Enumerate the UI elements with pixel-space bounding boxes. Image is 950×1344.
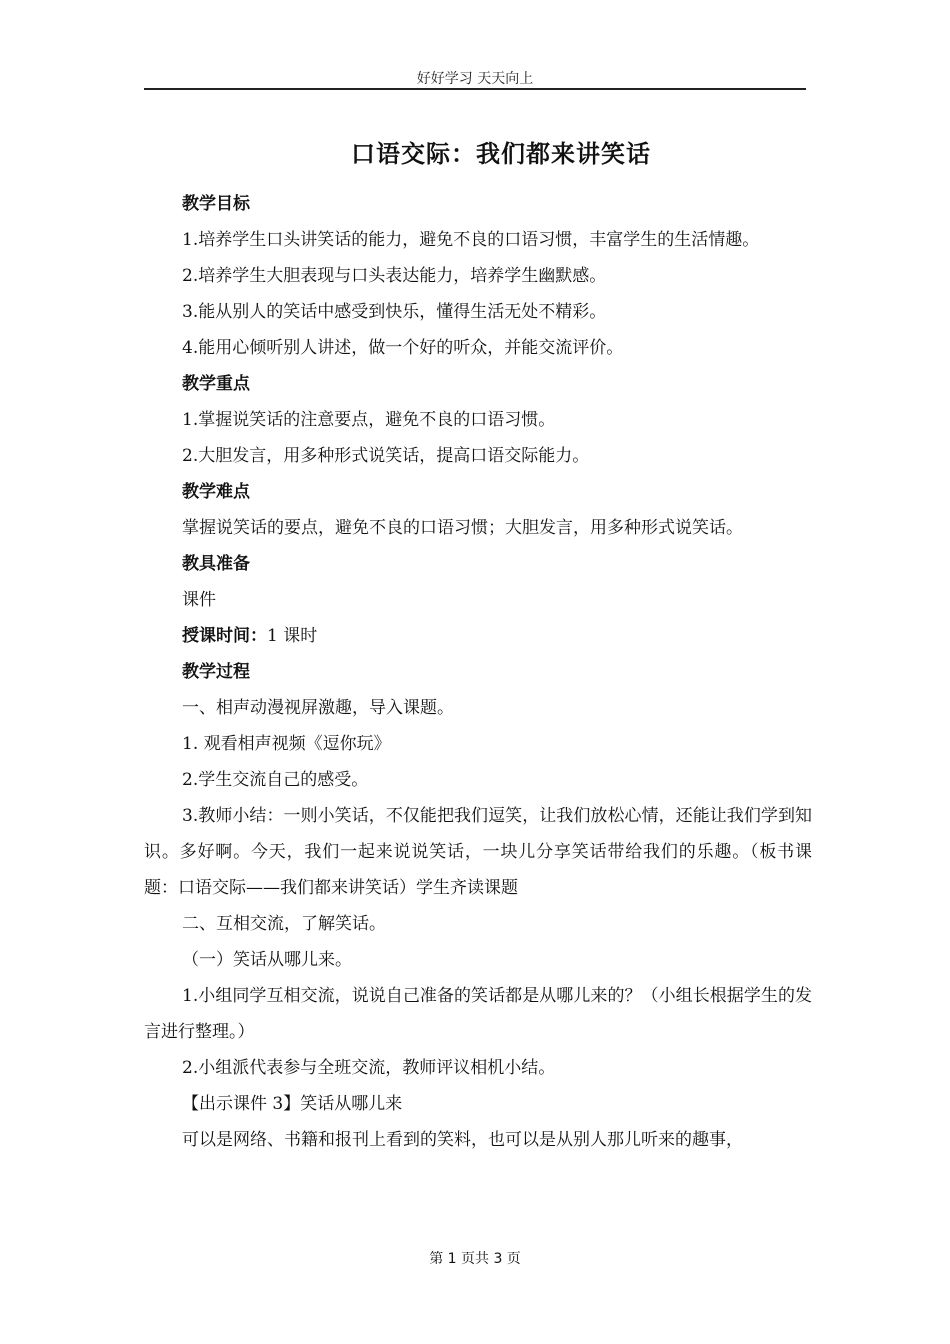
- process-item: 3.教师小结：一则小笑话，不仅能把我们逗笑，让我们放松心情，还能让我们学到知识。多好啊。今天，我们一起来说说笑话，一块儿分享笑话带给我们的乐趣。（板书课题：口语交际——我们都来讲笑话）学生齐读课题: [144, 806, 812, 898]
- process-heading: 教学过程: [182, 662, 250, 682]
- header-rule: [144, 88, 806, 90]
- goals-heading: 教学目标: [182, 194, 250, 214]
- goal-item: 2.培养学生大胆表现与口头表达能力，培养学生幽默感。: [182, 266, 607, 286]
- goal-item: 4.能用心倾听别人讲述，做一个好的听众，并能交流评价。: [182, 338, 624, 358]
- process-item: 2.学生交流自己的感受。: [182, 770, 369, 790]
- focus-item: 2.大胆发言，用多种形式说笑话，提高口语交际能力。: [182, 446, 590, 466]
- goal-item: 1.培养学生口头讲笑话的能力，避免不良的口语习惯，丰富学生的生活情趣。: [182, 230, 760, 250]
- document-title: 口语交际：我们都来讲笑话: [351, 140, 651, 168]
- difficulty-heading: 教学难点: [182, 482, 250, 502]
- difficulty-text: 掌握说笑话的要点，避免不良的口语习惯；大胆发言，用多种形式说笑话。: [182, 518, 743, 538]
- document-body: [144, 186, 812, 1158]
- lesson-time-label: 授课时间：: [182, 626, 267, 646]
- focus-heading: 教学重点: [182, 374, 250, 394]
- page-footer: 第 1 页共 3 页: [429, 1251, 521, 1267]
- process-item: 可以是网络、书籍和报刊上看到的笑料，也可以是从别人那儿听来的趣事，: [182, 1130, 743, 1150]
- process-item: 1.小组同学互相交流，说说自己准备的笑话都是从哪儿来的？（小组长根据学生的发言进行整理。）: [144, 986, 812, 1042]
- lesson-time: [144, 618, 812, 654]
- process-item: 1. 观看相声视频《逗你玩》: [182, 734, 391, 754]
- goal-item: 3.能从别人的笑话中感受到快乐，懂得生活无处不精彩。: [182, 302, 607, 322]
- page-header: 好好学习 天天向上: [416, 71, 534, 87]
- lesson-time-value: 1 课时: [267, 626, 318, 646]
- materials-text: 课件: [182, 590, 216, 610]
- process-item: 2.小组派代表参与全班交流，教师评议相机小结。: [182, 1058, 556, 1078]
- materials-heading: 教具准备: [182, 554, 250, 574]
- process-item: 【出示课件 3】笑话从哪儿来: [182, 1094, 403, 1114]
- process-item: 一、相声动漫视屏激趣，导入课题。: [182, 698, 454, 718]
- process-item: 二、互相交流，了解笑话。: [182, 914, 386, 934]
- focus-item: 1.掌握说笑话的注意要点，避免不良的口语习惯。: [182, 410, 556, 430]
- process-item: （一）笑话从哪儿来。: [182, 950, 352, 970]
